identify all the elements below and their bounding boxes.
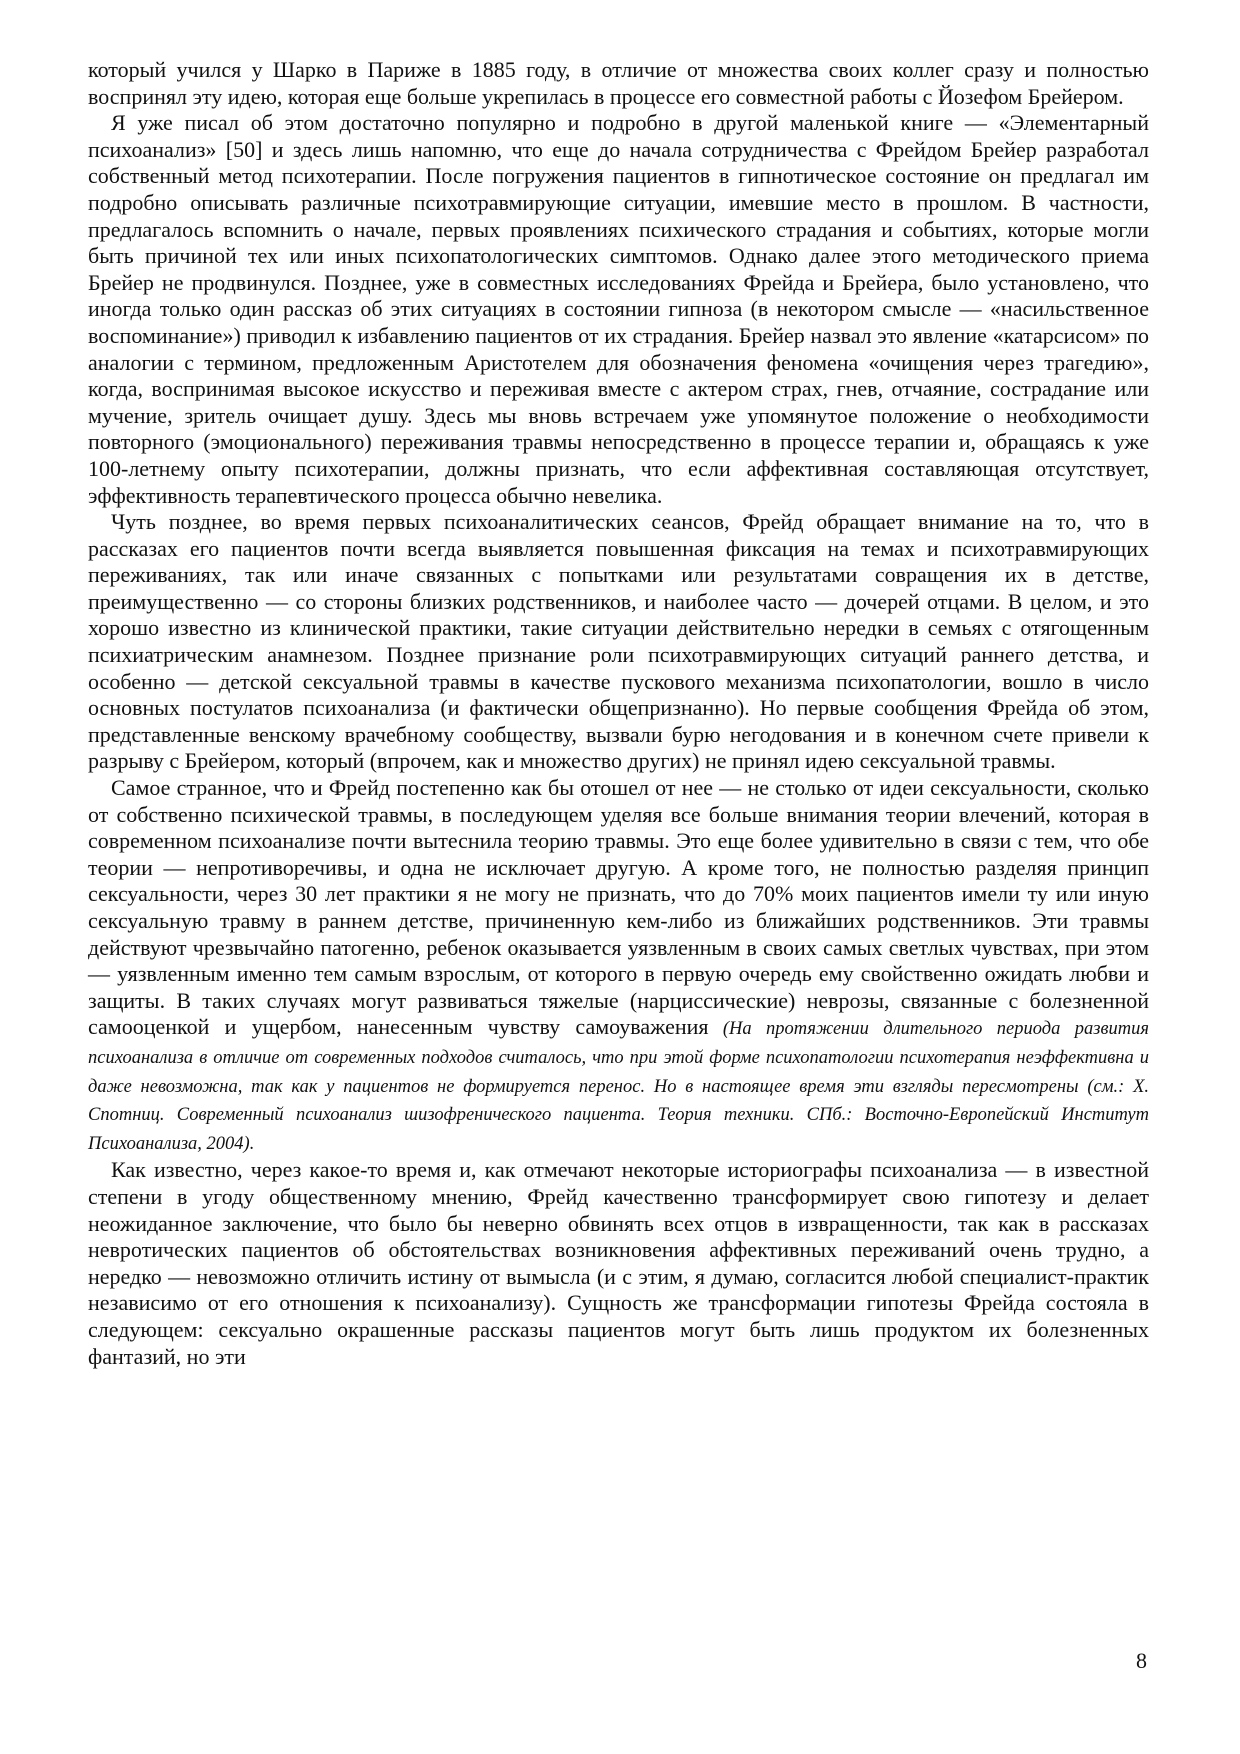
footnote-inline: (На протяжении длительного периода развития психоанализа в отличие от современных подходов считалось, что при этой форме психопатологии психотерапия неэффективна и даже невозможна, так как у пациентов не формируется перенос. Но в настоящее время эти взгляды пересмотрены (см.: Х. Спотниц. Современный психоанализ шизофренического пациента. Теория техники. СПб.: Восточно-Европейский Институт Психоанализа, 2004).	[88, 1019, 1149, 1154]
document-page	[88, 57, 1149, 1370]
paragraph-4	[88, 775, 1149, 1157]
page-number: 8	[1136, 1648, 1147, 1673]
paragraph-2: Я уже писал об этом достаточно популярно и подробно в другой маленькой книге — «Элементарный психоанализ» [50] и здесь лишь напомню, что еще до начала сотрудничества с Фрейдом Брейер разработал собственный метод психотерапии. После погружения пациентов в гипнотическое состояние он предлагал им подробно описывать различные психотравмирующие ситуации, имевшие место в прошлом. В частности, предлагалось вспомнить о начале, первых проявлениях психического страдания и событиях, которые могли быть причиной тех или иных психопатологических симптомов. Однако далее этого методического приема Брейер не продвинулся. Позднее, уже в совместных исследованиях Фрейда и Брейера, было установлено, что иногда только один рассказ об этих ситуациях в состоянии гипноза (в некотором смысле — «насильственное воспоминание») приводил к избавлению пациентов от их страдания. Брейер назвал это явление «катарсисом» по аналогии с термином, предложенным Аристотелем для обозначения феномена «очищения через трагедию», когда, воспринимая высокое искусство и переживая вместе с актером страх, гнев, отчаяние, сострадание или мучение, зритель очищает душу. Здесь мы вновь встречаем уже упомянутое положение о необходимости повторного (эмоционального) переживания травмы непосредственно в процессе терапии и, обращаясь к уже 100-летнему опыту психотерапии, должны признать, что если аффективная составляющая отсутствует, эффективность терапевтического процесса обычно невелика.	[88, 110, 1149, 508]
paragraph-4-text: Самое странное, что и Фрейд постепенно как бы отошел от нее — не столько от идеи сексуальности, сколько от собственно психической травмы, в последующем уделяя все больше внимания теории влечений, которая в современном психоанализе почти вытеснила теорию травмы. Это еще более удивительно в связи с тем, что обе теории — непротиворечивы, и одна не исключает другую. А кроме того, не полностью разделяя принцип сексуальности, через 30 лет практики я не могу не признать, что до 70% моих пациентов имели ту или иную сексуальную травму в раннем детстве, причиненную кем-либо из ближайших родственников. Эти травмы действуют чрезвычайно патогенно, ребенок оказывается уязвленным в своих самых светлых чувствах, при этом — уязвленным именно тем самым взрослым, от которого в первую очередь ему свойственно ожидать любви и защиты. В таких случаях могут развиваться тяжелые (нарциссические) неврозы, связанные с болезненной самооценкой и ущербом, нанесенным чувству самоуважения	[88, 775, 1149, 1040]
paragraph-1: который учился у Шарко в Париже в 1885 году, в отличие от множества своих коллег сразу и полностью воспринял эту идею, которая еще больше укрепилась в процессе его совместной работы с Йозефом Брейером.	[88, 57, 1149, 109]
paragraph-3: Чуть позднее, во время первых психоаналитических сеансов, Фрейд обращает внимание на то, что в рассказах его пациентов почти всегда выявляется повышенная фиксация на темах и психотравмирующих переживаниях, так или иначе связанных с попытками или результатами совращения их в детстве, преимущественно — со стороны близких родственников, и наиболее часто — дочерей отцами. В целом, и это хорошо известно из клинической практики, такие ситуации действительно нередки в семьях с отягощенным психиатрическим анамнезом. Позднее признание роли психотравмирующих ситуаций раннего детства, и особенно — детской сексуальной травмы в качестве пускового механизма психопатологии, вошло в число основных постулатов психоанализа (и фактически общепризнанно). Но первые сообщения Фрейда об этом, представленные венскому врачебному сообществу, вызвали бурю негодования и в конечном счете привели к разрыву с Брейером, который (впрочем, как и множество других) не принял идею сексуальной травмы.	[88, 509, 1149, 774]
paragraph-5: Как известно, через какое-то время и, как отмечают некоторые историографы психоанализа — в известной степени в угоду общественному мнению, Фрейд качественно трансформирует свою гипотезу и делает неожиданное заключение, что было бы неверно обвинять всех отцов в извращенности, так как в рассказах невротических пациентов об обстоятельствах возникновения аффективных переживаний очень трудно, а нередко — невозможно отличить истину от вымысла (и с этим, я думаю, согласится любой специалист-практик независимо от его отношения к психоанализу). Сущность же трансформации гипотезы Фрейда состояла в следующем: сексуально окрашенные рассказы пациентов могут быть лишь продуктом их болезненных фантазий, но эти	[88, 1157, 1149, 1369]
